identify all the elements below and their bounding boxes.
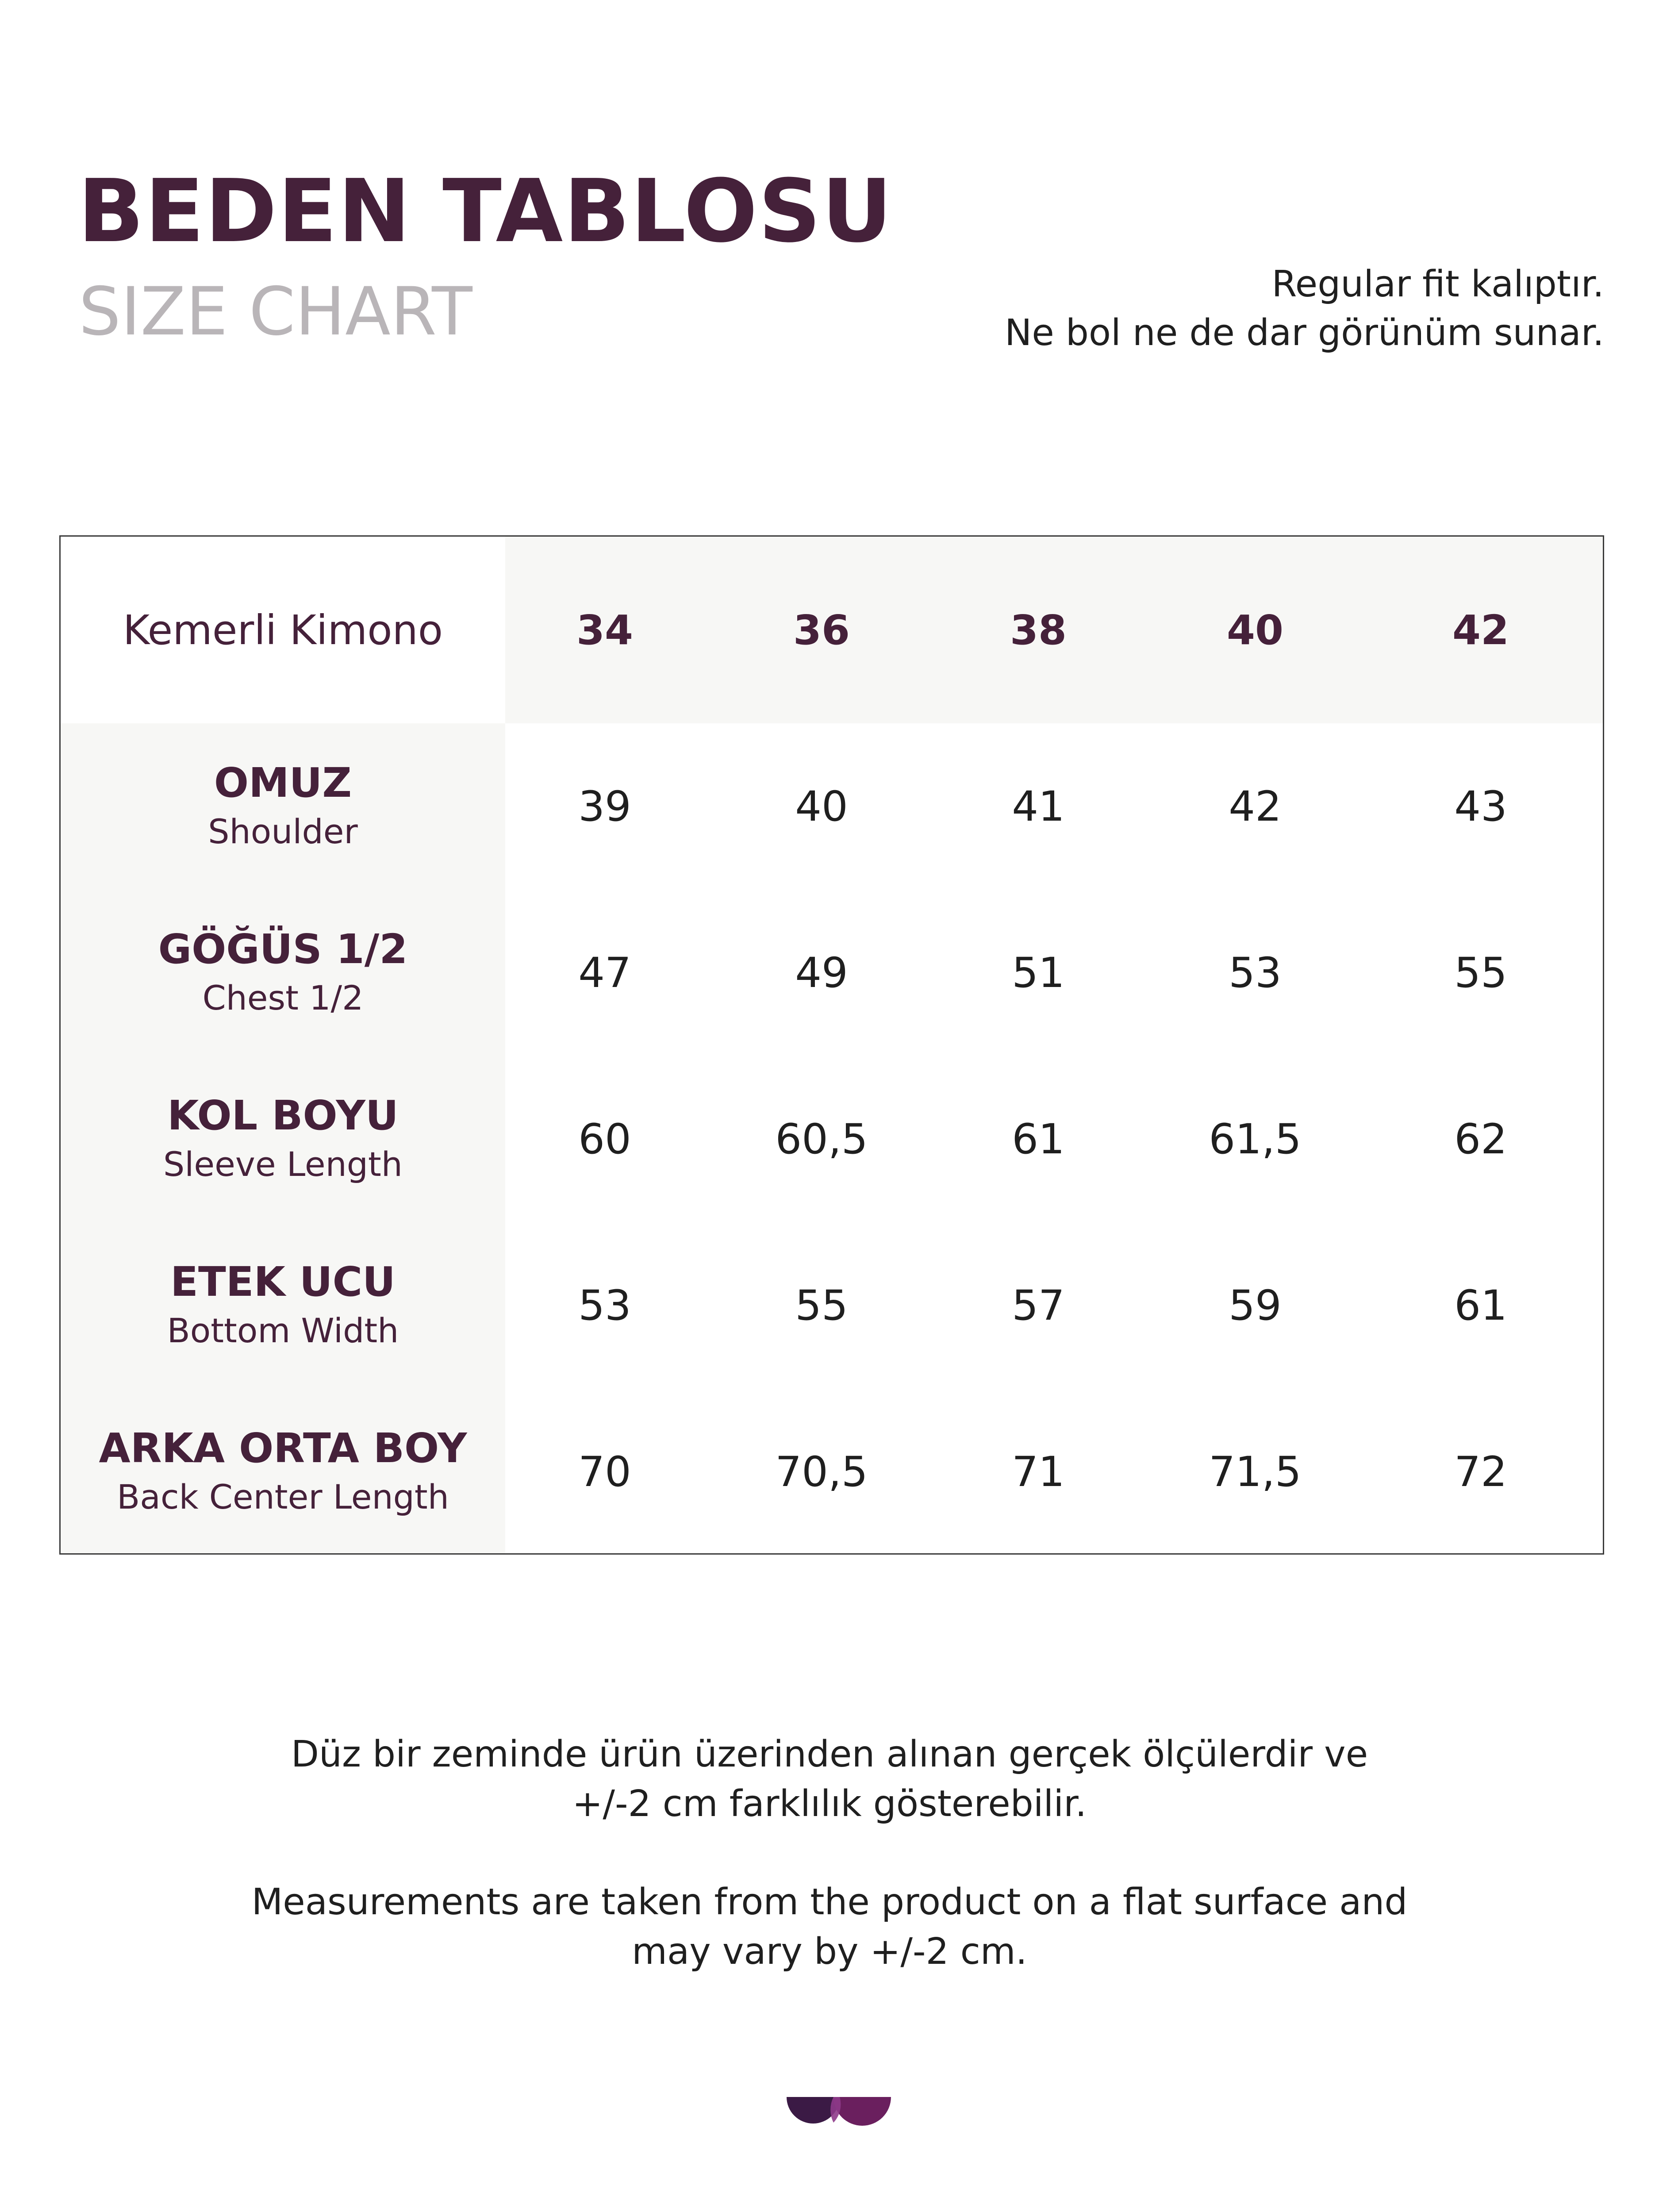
table-cell: 55: [795, 1281, 848, 1330]
table-cell: 53: [578, 1281, 631, 1330]
note-spacer: [0, 1829, 1659, 1878]
note-tr-line-1: Düz bir zeminde ürün üzerinden alınan gerçek ölçülerdir ve: [291, 1733, 1368, 1775]
table-row-back-center-length: [61, 1389, 1603, 1555]
table-cell: 43: [1454, 782, 1507, 831]
logo-right-half: [833, 2097, 891, 2126]
note-en-line-2: may vary by +/-2 cm.: [632, 1931, 1027, 1973]
table-cell: 70,5: [775, 1448, 868, 1496]
table-row-bottom-width: [61, 1222, 1603, 1389]
size-header-42: 42: [1452, 606, 1509, 654]
measurement-notes: [0, 1730, 1659, 1977]
row-label-tr: ETEK UCU: [170, 1258, 396, 1306]
row-label-en: Shoulder: [208, 812, 358, 852]
row-label: [61, 1389, 505, 1555]
table-cell: 70: [578, 1448, 631, 1496]
table-cell: 60,5: [775, 1115, 868, 1164]
size-header-34: 34: [576, 606, 634, 654]
logo-overlap: [830, 2097, 841, 2123]
row-label: [61, 890, 505, 1056]
table-row-chest: [61, 890, 1603, 1056]
row-label: [61, 1056, 505, 1222]
table-cell: 61: [1012, 1115, 1065, 1164]
row-label-en: Chest 1/2: [202, 978, 364, 1018]
row-label: [61, 1222, 505, 1389]
fit-note-line-1: Regular fit kalıptır.: [1271, 263, 1604, 305]
table-cell: 53: [1229, 949, 1282, 997]
table-cell: 61: [1454, 1281, 1507, 1330]
table-cell: 49: [795, 949, 848, 997]
row-label-tr: GÖĞÜS 1/2: [158, 926, 408, 973]
row-label-en: Bottom Width: [167, 1311, 399, 1351]
table-row-shoulder: [61, 723, 1603, 890]
table-cell: 72: [1454, 1448, 1507, 1496]
product-name: Kemerli Kimono: [61, 537, 505, 723]
table-cell: 61,5: [1209, 1115, 1302, 1164]
table-cell: 55: [1454, 949, 1507, 997]
table-cell: 40: [795, 782, 848, 831]
table-cell: 59: [1229, 1281, 1282, 1330]
table-cell: 47: [578, 949, 631, 997]
size-table: [59, 535, 1604, 1555]
size-header-38: 38: [1010, 606, 1067, 654]
fit-note-line-2: Ne bol ne de dar görünüm sunar.: [1004, 312, 1604, 354]
row-label: [61, 723, 505, 890]
table-cell: 62: [1454, 1115, 1507, 1164]
brand-logo-icon: [787, 2097, 891, 2132]
fit-note: [1005, 260, 1604, 357]
note-en-line-1: Measurements are taken from the product on a flat surface and: [251, 1881, 1408, 1923]
row-label-tr: KOL BOYU: [167, 1092, 399, 1140]
table-header-row: [61, 537, 1603, 723]
table-cell: 42: [1229, 782, 1282, 831]
table-cell: 57: [1012, 1281, 1065, 1330]
table-row-sleeve: [61, 1056, 1603, 1222]
row-label-en: Sleeve Length: [163, 1144, 403, 1184]
row-label-en: Back Center Length: [117, 1477, 449, 1517]
note-tr-line-2: +/-2 cm farklılık gösterebilir.: [572, 1783, 1087, 1825]
row-label-tr: OMUZ: [214, 759, 352, 807]
page-title: BEDEN TABLOSU: [78, 161, 893, 262]
table-cell: 60: [578, 1115, 631, 1164]
table-cell: 51: [1012, 949, 1065, 997]
size-header-40: 40: [1226, 606, 1284, 654]
size-header-36: 36: [793, 606, 850, 654]
row-label-tr: ARKA ORTA BOY: [99, 1425, 467, 1472]
table-cell: 71,5: [1209, 1448, 1302, 1496]
page-subtitle: SIZE CHART: [79, 273, 472, 350]
table-cell: 41: [1012, 782, 1065, 831]
table-cell: 39: [578, 782, 631, 831]
table-cell: 71: [1012, 1448, 1065, 1496]
